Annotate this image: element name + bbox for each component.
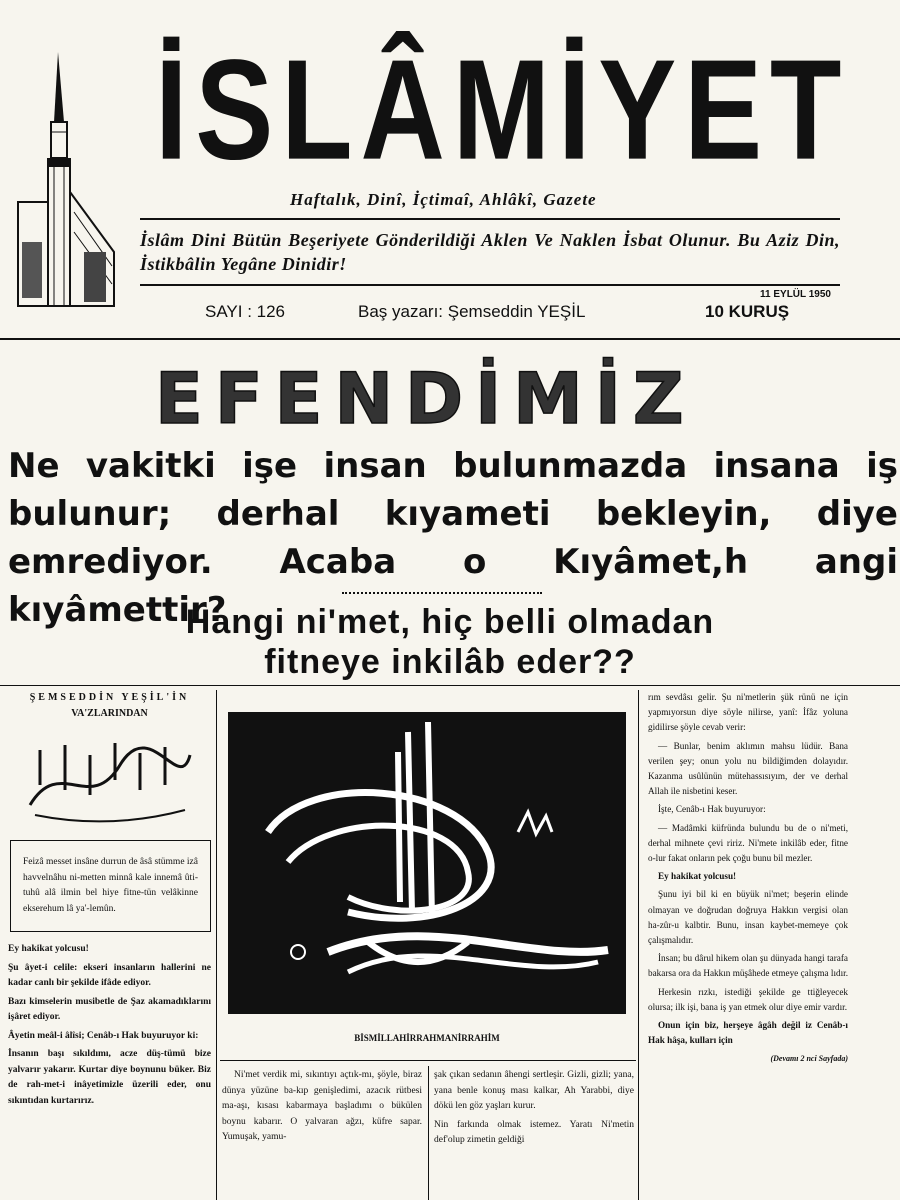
paragraph: Ey hakikat yolcusu! [658, 871, 737, 882]
paragraph: Nin farkında olmak istemez. Yaratı Ni'metin def'olup zimetin geldiği [434, 1119, 634, 1145]
issue-date: 11 EYLÜL 1950 [760, 289, 831, 300]
divider [220, 1060, 636, 1061]
paragraph: Ni'met verdik mi, sıkıntıyı açtık-mı, şöyle, biraz dünya yüzüne ba-kıp genişledimi, azacık rütbesi ma-aşı, kısası kabarmaya başladımı o bükülen boynu kabarır. O yalvaran ağzı, küfre sapar. Yumuşak, yamu- [222, 1070, 422, 1142]
column-divider [0, 685, 900, 686]
continued-note: (Devamı 2 nci Sayfada) [770, 1054, 848, 1064]
paragraph: Şu âyet-i celile: ekseri insanların hallerini ne kadar canlı bir şekilde ifâde ediyor. [8, 962, 211, 988]
newspaper-motto: İslâm Dini Bütün Beşeriyete Gönderildiği Aklen Ve Naklen İsbat Olunur. Bu Aziz Din, İstikbâlin Yegâne Dinidir! [140, 230, 840, 274]
paragraph: Herkesin rızkı, istediği şekilde ge ttiğleyecek olursa; ilk işi, bana iş yan etmek olur diye emir vardır. [648, 986, 848, 1012]
newspaper-title: İSLÂMİYET [155, 29, 850, 190]
paragraph: Âyetin meâl-i âlîsi; Cenâb-ı Hak buyuruyor ki: [8, 1030, 199, 1041]
tughra-image [228, 712, 626, 1014]
paragraph: — Bunlar, benim aklımın mahsu lüdür. Bana verilen şey; onun yolu nu bildiğimden dolayıdır. Kazanma usûlünün mütehassısıyım, der ve derhal Allah ile nisbetini keser. [648, 740, 848, 797]
arabic-calligraphy [12, 727, 207, 832]
column-divider [216, 690, 217, 1200]
column-divider [638, 690, 639, 1200]
minaret-illustration [14, 52, 126, 310]
secondary-headline [0, 602, 900, 682]
paragraph: İnsanın başı sıkıldımı, acze düş-tümü bize yalvarır yakarır. Kurtar diye boynunu büker. Biz de rah-met-i inâyetimizle üzerili eder, onu sıkıntıdan kurtarırız. [8, 1049, 211, 1106]
issue-number: SAYI : 126 [205, 302, 286, 321]
newspaper-subtitle: Haftalık, Dinî, İçtimaî, Ahlâkî, Gazete [290, 190, 597, 209]
image-caption: BİSMİLLAHİRRAHMANİRRAHİM [354, 1033, 500, 1043]
section-title: ŞEMSEDDİN YEŞİL'İN [29, 692, 190, 703]
left-column [8, 690, 211, 1112]
right-column [648, 690, 848, 1070]
main-headline: EFENDİMİZ [155, 358, 696, 440]
paragraph: şak çıkan sedanın âhengi sertleşir. Gizli, gizli; yana, yana benle konuş ması kalkar, Ah Yarabbi, diye dökü len göz yaşları kurur. [434, 1070, 634, 1111]
chief-writer: Baş yazarı: Şemseddin YEŞİL [358, 302, 586, 321]
middle-column-left [222, 1068, 422, 1149]
section-title: VA'ZLARINDAN [71, 707, 148, 719]
paragraph: rım sevdâsı gelir. Şu ni'metlerin şük rünü ne için yapmıyorsun diye söyle nilirse, yanî: İfâz yoluna gidilirse şöyle cevab verir: [648, 692, 848, 733]
boxed-verse [10, 840, 211, 932]
boxed-verse-text: Feizâ messet insâne durrun de âsâ stümme izâ havvelnâhu ni-metten minnâ kale innemâ ûti-tuhû alâ ilmin bel hiye fitne-tün velâkinne ekserehum lâ ya'-lemûn. [23, 857, 198, 914]
middle-column-right [434, 1068, 634, 1152]
paragraph: İşte, Cenâb-ı Hak buyuruyor: [658, 804, 766, 815]
paragraph: Onun için biz, herşeye âgâh değil iz Cenâb-ı Hak hâşa, kulları için [648, 1020, 848, 1046]
paragraph: Ey hakikat yolcusu! [8, 944, 89, 954]
secondary-headline-line-1: Hangi ni'met, hiç belli olmadan [185, 603, 715, 641]
sub-headline: Ne vakitki işe insan bulunmazda insana iş bulunur; derhal kıyameti bekleyin, diye emrediyor. Acaba o Kıyâmet,h angi kıyâmettir? [8, 446, 898, 630]
price: 10 KURUŞ [705, 302, 790, 321]
paragraph: — Madâmki küfründa bulundu bu de o ni'meti, derhal mihnete çevi ririz. Ni'mete inkilâb eder, fitne o-lur fakat onların pek çoğu bunu bil mezler. [648, 822, 848, 864]
secondary-headline-line-2: fitneye inkilâb eder?? [264, 643, 636, 681]
paragraph: Şunu iyi bil ki en büyük ni'met; beşerin elinde olmayan ve doğrudan doğruya Hakkın vergisi olan ha-zûr-u kalbtir. Bunu, insan kaybet-memeye çok çalışmalıdır. [648, 889, 848, 946]
divider [140, 218, 840, 220]
column-divider [428, 1066, 429, 1200]
paragraph: İnsan; bu dârul hikem olan şu dünyada hangi tarafa bakarsa ora da Hakkın müşâhede etmeye çalışma lıdır. [648, 953, 849, 979]
divider [140, 284, 840, 286]
paragraph: Bazı kimselerin musibetle de Şaz akamadıklarını işâret ediyor. [8, 996, 211, 1022]
divider [0, 338, 900, 340]
ornament-divider [342, 592, 542, 594]
